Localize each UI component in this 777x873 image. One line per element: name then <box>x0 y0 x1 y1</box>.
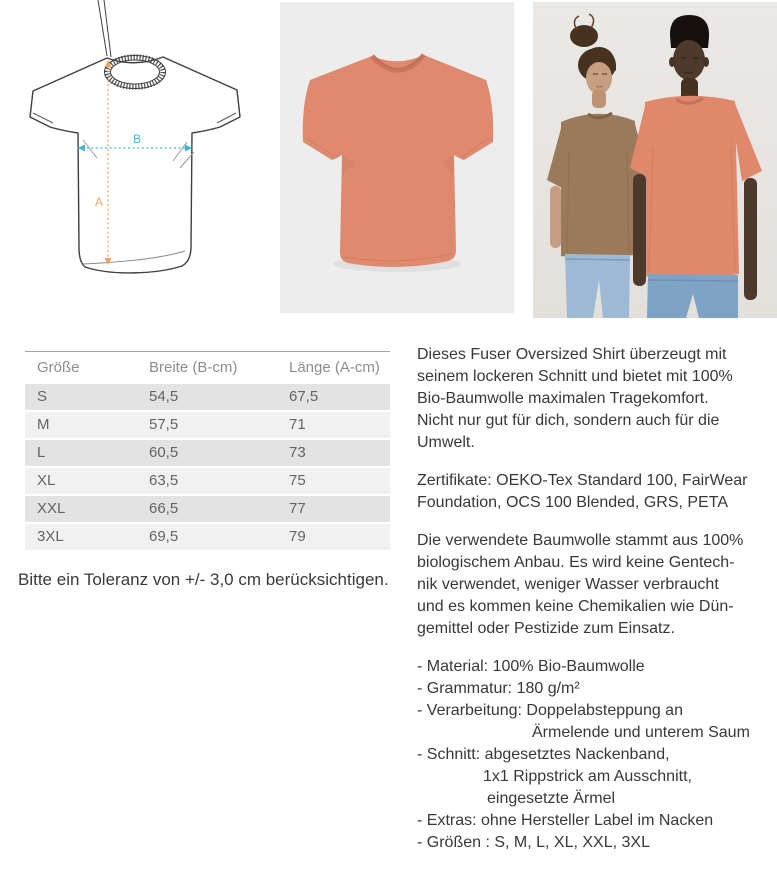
size-table <box>25 351 390 550</box>
size-measurement-diagram <box>27 0 242 292</box>
size-table-cell: 79 <box>289 523 390 550</box>
text-line: nik verwendet, weniger Wasser verbraucht <box>417 576 719 593</box>
text-line: Umwelt. <box>417 434 475 451</box>
spec-line: - Größen : S, M, L, XL, XXL, 3XL <box>417 834 650 851</box>
size-table-cell: M <box>25 411 149 439</box>
size-table-cell: 57,5 <box>149 411 289 439</box>
size-table-header-row <box>25 352 390 384</box>
text-line: Die verwendete Baumwolle stammt aus 100% <box>417 532 744 549</box>
size-table-cell: L <box>25 439 149 467</box>
neck <box>592 90 606 108</box>
product-photo-models <box>533 2 777 318</box>
jeans-waistband <box>565 259 630 260</box>
spec-list <box>417 656 769 854</box>
size-table-cell: XXL <box>25 495 149 523</box>
length-measure-label: A <box>94 195 103 209</box>
size-table-cell: 67,5 <box>289 383 390 411</box>
size-table-cell: XL <box>25 467 149 495</box>
man-shirt <box>643 96 739 279</box>
man-arm <box>744 178 757 300</box>
diagram-detail-line <box>104 0 111 57</box>
text-line: und es kommen keine Chemikalien wie Dün- <box>417 598 734 615</box>
text-line: biologischem Anbau. Es wird keine Gentech- <box>417 554 735 571</box>
jeans-waistband <box>648 280 738 281</box>
size-table-body <box>25 383 390 550</box>
size-table-row <box>25 439 390 467</box>
size-table-cell: 66,5 <box>149 495 289 523</box>
spec-line: eingesetzte Ärmel <box>487 790 616 807</box>
diagram-detail-line <box>98 0 107 56</box>
ear <box>669 57 675 67</box>
size-table-column-header: Länge (A-cm) <box>289 352 390 384</box>
description-paragraph <box>417 530 769 640</box>
spec-line: - Material: 100% Bio-Baumwolle <box>417 658 645 675</box>
description-paragraph <box>417 470 769 514</box>
size-table-cell: 60,5 <box>149 439 289 467</box>
product-photo-flatlay <box>280 2 514 313</box>
size-table-cell: S <box>25 383 149 411</box>
size-table-row <box>25 383 390 411</box>
woman-arm <box>550 186 561 248</box>
spec-line: 1x1 Rippstrick am Ausschnitt, <box>483 768 692 785</box>
text-line: Dieses Fuser Oversized Shirt überzeugt mit <box>417 346 727 363</box>
spec-line: Ärmelende und unterem Saum <box>532 724 750 741</box>
description-paragraph <box>417 344 769 454</box>
spec-line: - Extras: ohne Hersteller Label im Nacken <box>417 812 714 829</box>
size-table-cell: 69,5 <box>149 523 289 550</box>
spec-line: - Schnitt: abgesetztes Nackenband, <box>417 746 670 763</box>
text-line: Zertifikate: OEKO-Tex Standard 100, FairWear <box>417 472 748 489</box>
tshirt-outline <box>30 57 240 273</box>
product-description <box>417 344 769 854</box>
hair-bun <box>570 25 598 47</box>
size-table-cell: 54,5 <box>149 383 289 411</box>
text-line: Bio-Baumwolle maximalen Tragekomfort. <box>417 390 709 407</box>
woman-shirt <box>561 114 635 259</box>
size-table-column-header: Breite (B-cm) <box>149 352 289 384</box>
description-paragraphs <box>417 344 769 640</box>
face <box>586 62 612 94</box>
size-table-row <box>25 495 390 523</box>
text-line: Foundation, OCS 100 Blended, GRS, PETA <box>417 494 728 511</box>
tolerance-note: Bitte ein Toleranz von +/- 3,0 cm berücksichtigen. <box>18 570 389 589</box>
width-measure-label: B <box>132 132 142 146</box>
size-table-cell: 77 <box>289 495 390 523</box>
size-table-cell: 3XL <box>25 523 149 550</box>
spec-line: - Verarbeitung: Doppelabsteppung an <box>417 702 683 719</box>
face <box>673 40 705 80</box>
ear <box>703 57 709 67</box>
size-table-row <box>25 523 390 550</box>
size-table-row <box>25 411 390 439</box>
size-table-cell: 75 <box>289 467 390 495</box>
size-table-column-header: Größe <box>25 352 149 384</box>
size-table-cell: 73 <box>289 439 390 467</box>
size-table-row <box>25 467 390 495</box>
size-table-cell: 71 <box>289 411 390 439</box>
text-line: gemittel oder Pestizide zum Einsatz. <box>417 620 675 637</box>
text-line: seinem lockeren Schnitt und bietet mit 100% <box>417 368 733 385</box>
size-table-cell: 63,5 <box>149 467 289 495</box>
text-line: Nicht nur gut für dich, sondern auch für die <box>417 412 720 429</box>
spec-line: - Grammatur: 180 g/m² <box>417 680 580 697</box>
man-arm <box>633 174 646 286</box>
